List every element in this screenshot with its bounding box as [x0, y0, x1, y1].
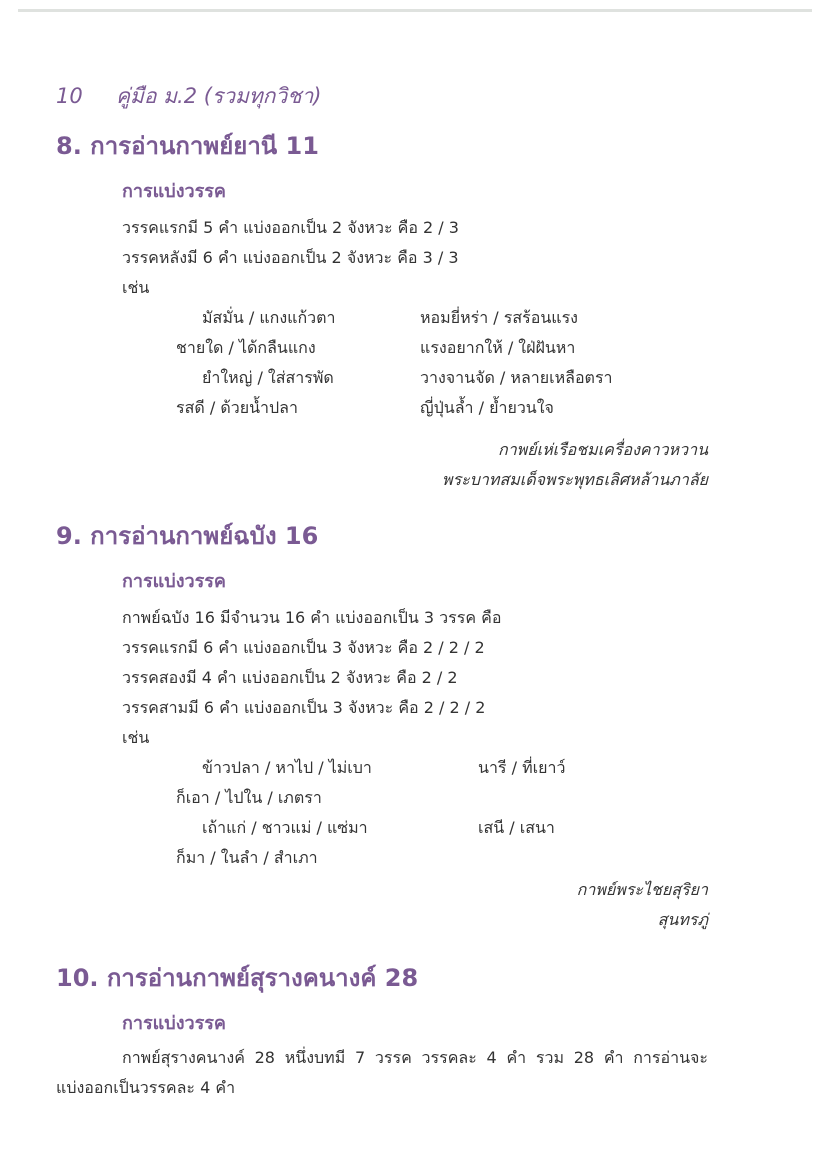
body-line: กาพย์ฉบัง 16 มีจำนวน 16 คำ แบ่งออกเป็น 3 วรรค คือ: [122, 608, 502, 627]
top-border-line: [18, 9, 812, 12]
poem-line: เสนี / เสนา: [478, 818, 555, 837]
poem-line: นารี / ที่เยาว์: [478, 758, 566, 777]
poem-line: วางจานจัด / หลายเหลือตรา: [420, 368, 613, 387]
poem-line: ก็มา / ในลำ / สำเภา: [176, 848, 318, 867]
body-line: เช่น: [122, 278, 150, 297]
poem-line: ยำใหญ่ / ใส่สารพัด: [202, 368, 334, 387]
body-line: วรรคแรกมี 5 คำ แบ่งออกเป็น 2 จังหวะ คือ 2 / 3: [122, 218, 459, 237]
poem-author: สุนทรภู่: [657, 910, 708, 929]
paragraph-line: กาพย์สุรางคนางค์ 28 หนึ่งบทมี 7 วรรค วรรคละ 4 คำ รวม 28 คำ การอ่านจะ: [122, 1048, 708, 1067]
page-header: [56, 80, 321, 113]
poem-line: ก็เอา / ไปใน / เภตรา: [176, 788, 322, 807]
page-number: 10: [56, 84, 83, 108]
section-subtitle: การแบ่งวรรค: [122, 1013, 226, 1034]
poem-source: กาพย์พระไชยสุริยา: [576, 880, 708, 899]
book-title: คู่มือ ม.2 (รวมทุกวิชา): [116, 84, 322, 108]
poem-line: ข้าวปลา / หาไป / ไม่เบา: [202, 758, 372, 777]
poem-source: กาพย์เห่เรือชมเครื่องคาวหวาน: [498, 440, 708, 459]
poem-line: ชายใด / ได้กลืนแกง: [176, 338, 316, 357]
section-subtitle: การแบ่งวรรค: [122, 181, 226, 202]
poem-line: แรงอยากให้ / ใฝ่ฝันหา: [420, 338, 576, 357]
poem-line: รสดี / ด้วยน้ำปลา: [176, 398, 298, 417]
body-line: วรรคสองมี 4 คำ แบ่งออกเป็น 2 จังหวะ คือ 2 / 2: [122, 668, 458, 687]
section-title-kap-chabang: 9. การอ่านกาพย์ฉบัง 16: [56, 522, 319, 550]
body-line: เช่น: [122, 728, 150, 747]
poem-line: หอมยี่หร่า / รสร้อนแรง: [420, 308, 578, 327]
body-line: วรรคสามมี 6 คำ แบ่งออกเป็น 3 จังหวะ คือ 2 / 2 / 2: [122, 698, 486, 717]
poem-line: ญี่ปุ่นล้ำ / ย้ำยวนใจ: [420, 398, 554, 417]
section-title-kap-yani: 8. การอ่านกาพย์ยานี 11: [56, 132, 319, 160]
paragraph-line: แบ่งออกเป็นวรรคละ 4 คำ: [56, 1078, 236, 1097]
body-line: วรรคแรกมี 6 คำ แบ่งออกเป็น 3 จังหวะ คือ 2 / 2 / 2: [122, 638, 485, 657]
section-subtitle: การแบ่งวรรค: [122, 571, 226, 592]
poem-line: เถ้าแก่ / ชาวแม่ / แซ่มา: [202, 818, 368, 837]
section-title-kap-surangkhanang: 10. การอ่านกาพย์สุรางคนางค์ 28: [56, 964, 419, 992]
body-line: วรรคหลังมี 6 คำ แบ่งออกเป็น 2 จังหวะ คือ 3 / 3: [122, 248, 459, 267]
poem-line: มัสมั่น / แกงแก้วตา: [202, 308, 336, 327]
poem-author: พระบาทสมเด็จพระพุทธเลิศหล้านภาลัย: [442, 470, 708, 489]
